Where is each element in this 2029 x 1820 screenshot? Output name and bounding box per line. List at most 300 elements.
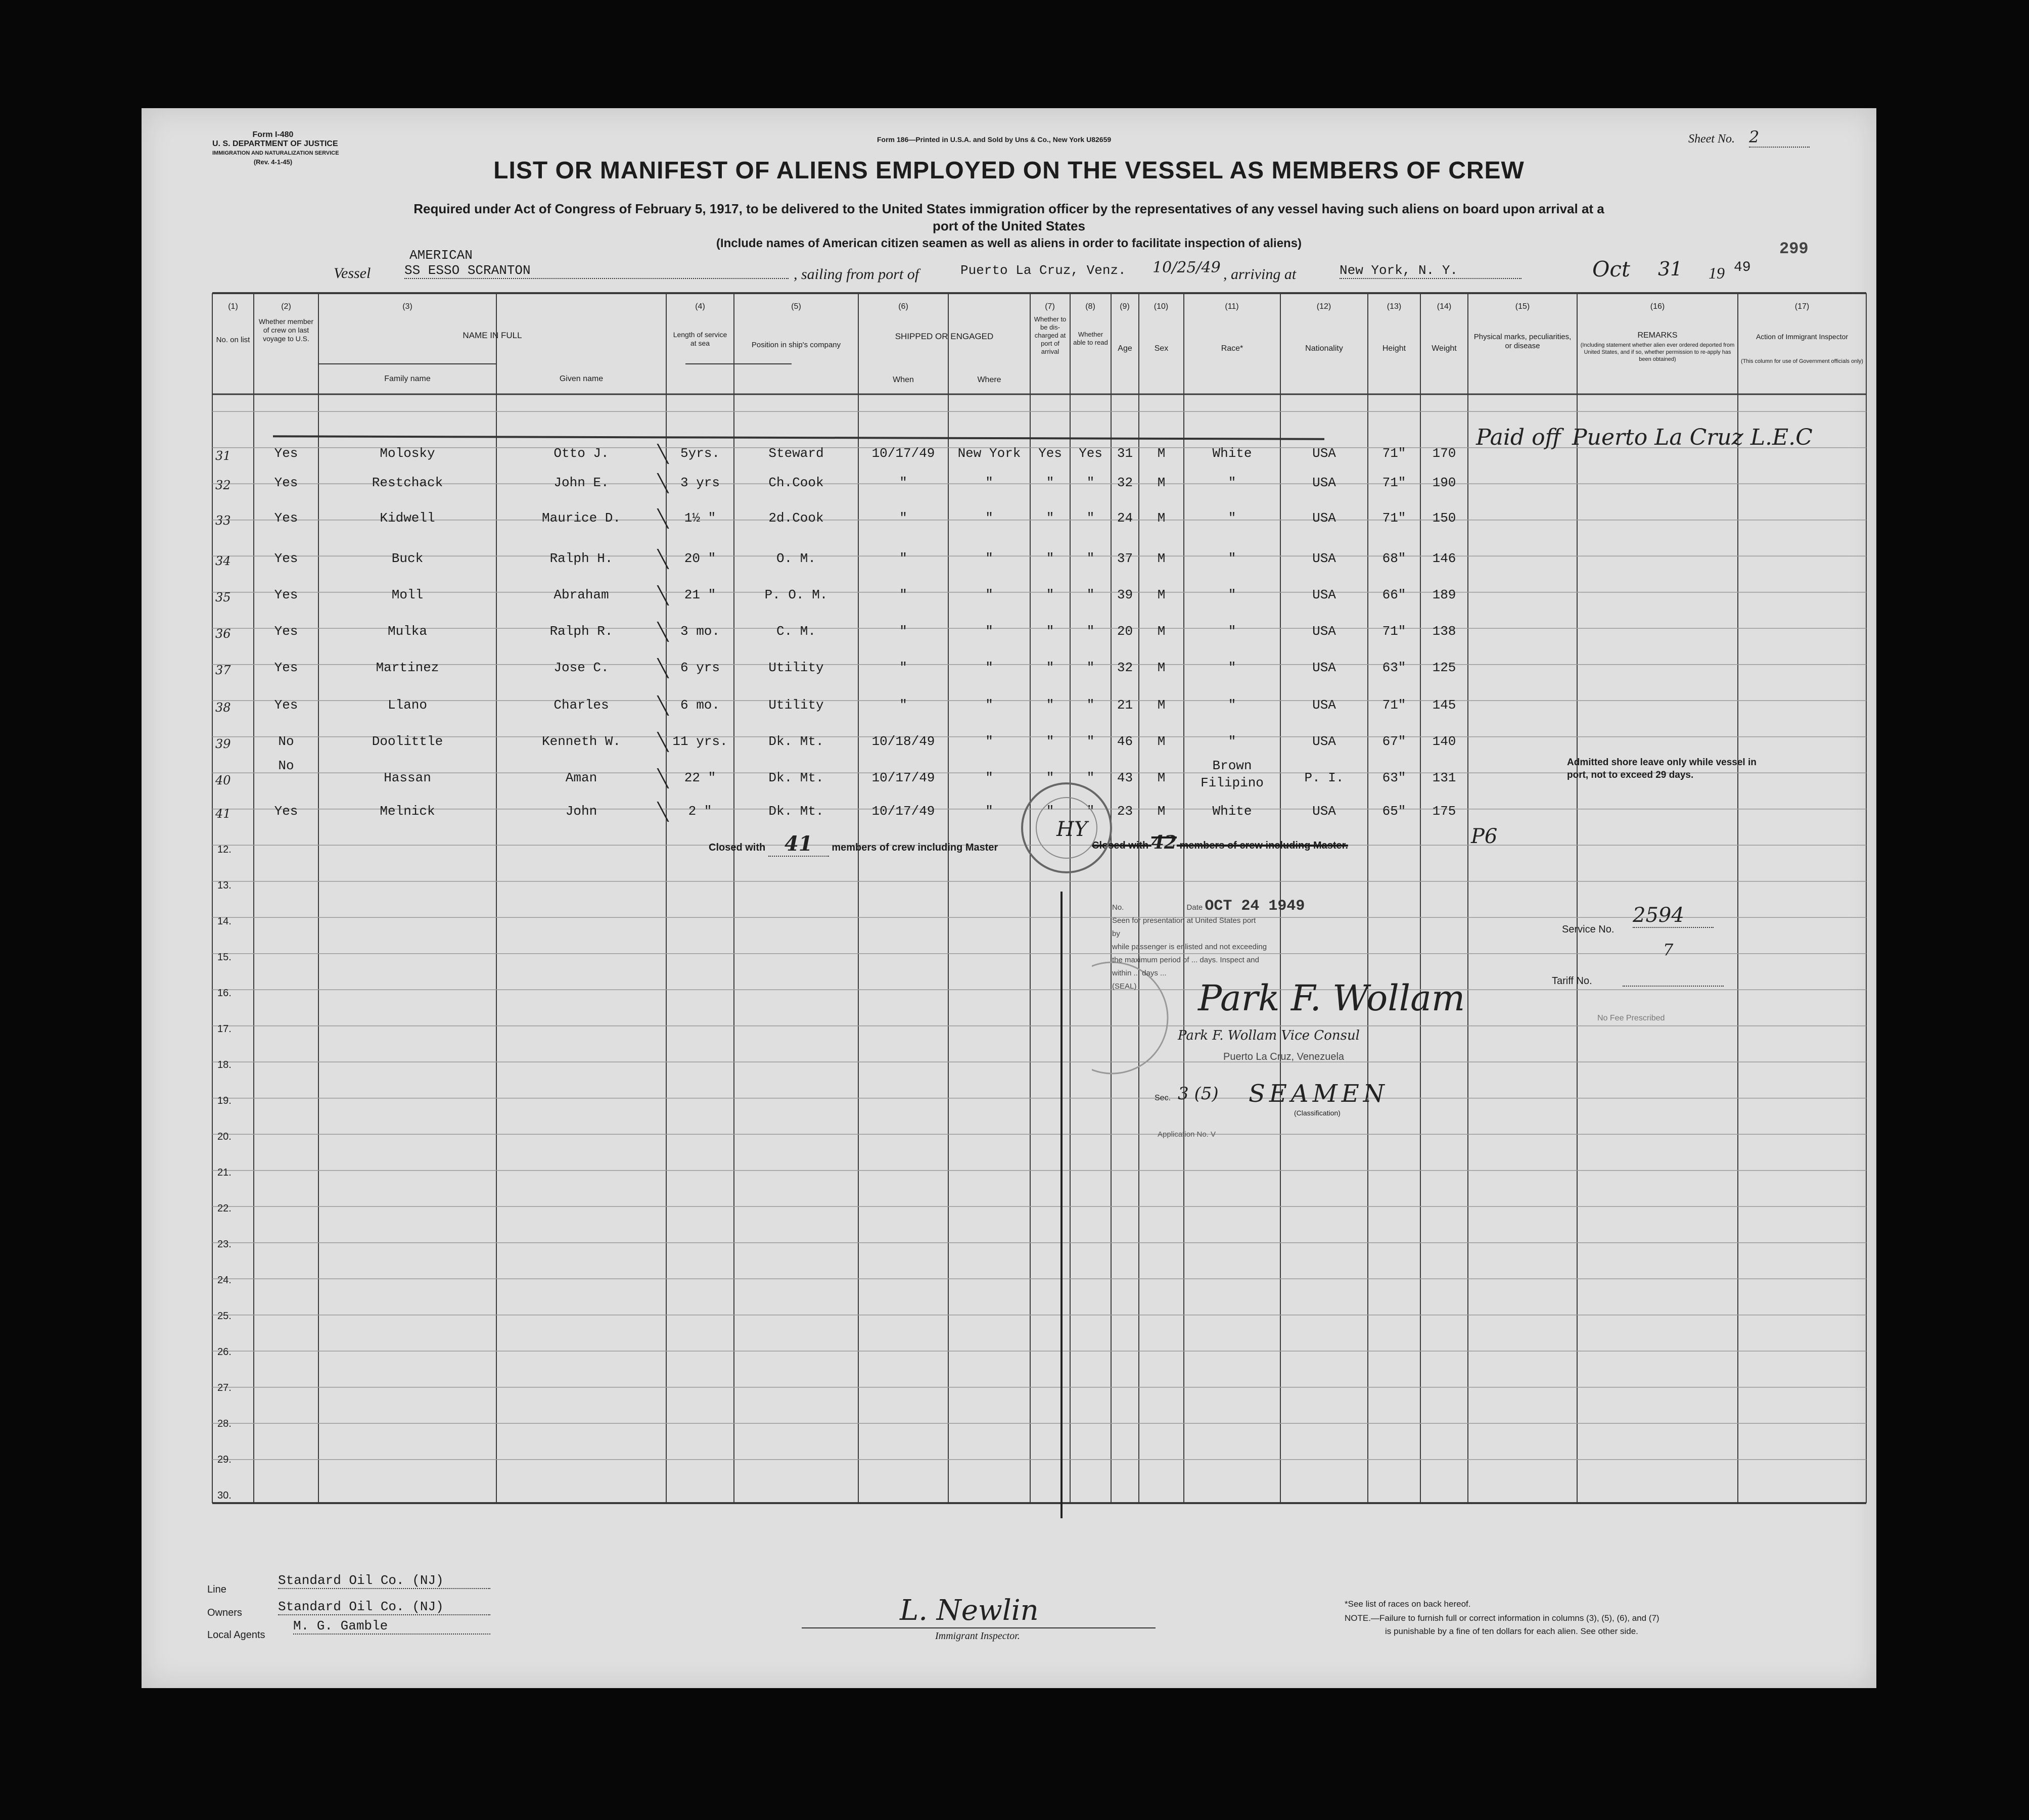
cell-no: 38 — [215, 701, 231, 715]
column-header-c4: Length of service at sea — [673, 331, 727, 347]
cell-sex: M — [1157, 770, 1166, 785]
cell-height: 63" — [1382, 770, 1406, 785]
cell-when: 10/17/49 — [871, 770, 935, 785]
row-number: 22. — [217, 1203, 232, 1214]
vertical-mark — [1060, 892, 1063, 1518]
cell-where: " — [985, 510, 993, 526]
cell-read: " — [1086, 697, 1095, 713]
row-number: 28. — [217, 1418, 232, 1429]
cell-read: " — [1086, 660, 1095, 675]
cell-prev: Yes — [274, 551, 298, 566]
cell-prev: No — [278, 758, 294, 773]
cell-race: White — [1212, 804, 1252, 819]
form-id: Form I-480 — [252, 130, 294, 139]
cell-age: 23 — [1117, 804, 1133, 819]
cell-family: Melnick — [380, 804, 435, 819]
cell-height: 71" — [1382, 697, 1406, 713]
cell-age: 31 — [1117, 446, 1133, 461]
cell-where: " — [985, 770, 993, 785]
cell-prev: Yes — [274, 697, 298, 713]
row-number: 19. — [217, 1095, 232, 1106]
cell-prev: Yes — [274, 804, 298, 819]
cell-given: Charles — [554, 697, 609, 713]
column-header-c6: SHIPPED OR ENGAGED — [895, 332, 994, 341]
column-header-c13: Height — [1382, 344, 1406, 353]
cell-weight: 189 — [1432, 587, 1456, 602]
cell-sex: M — [1157, 734, 1166, 749]
column-header-c3: NAME IN FULL — [463, 331, 522, 340]
column-header-c15: Physical marks, peculiarities, or disease — [1473, 333, 1572, 350]
cell-service: 21 " — [684, 587, 716, 602]
inspector-label: Immigrant Inspector. — [935, 1630, 1020, 1642]
cell-no: 39 — [215, 737, 231, 751]
cell-no: 31 — [215, 449, 231, 463]
column-header-c17b: (This column for use of Government officials only) — [1741, 358, 1863, 364]
service-value-2: 7 — [1663, 940, 1674, 959]
cell-weight: 140 — [1432, 734, 1456, 749]
column-number: (15) — [1515, 302, 1530, 311]
line-label: Line — [207, 1584, 226, 1595]
cell-given: Kenneth W. — [541, 734, 621, 749]
cell-disch: " — [1046, 770, 1054, 785]
column-number: (11) — [1225, 302, 1239, 311]
column-number: (4) — [695, 302, 705, 311]
vessel-name: SS ESSO SCRANTON — [404, 263, 789, 279]
cell-no: 41 — [215, 807, 231, 821]
cell-race: " — [1228, 587, 1236, 602]
cell-prev: Yes — [274, 624, 298, 639]
consular-line-3: while passenger is enlisted and not exceeding — [1112, 943, 1267, 951]
column-number: (2) — [281, 302, 291, 311]
cell-family: Moll — [391, 587, 424, 602]
cell-height: 66" — [1382, 587, 1406, 602]
column-number: (8) — [1085, 302, 1095, 311]
cell-height: 68" — [1382, 551, 1406, 566]
cell-race: " — [1228, 624, 1236, 639]
cell-read: " — [1086, 587, 1095, 602]
row-number: 15. — [217, 952, 232, 963]
cell-nat: USA — [1312, 551, 1336, 566]
cell-given: Ralph H. — [549, 551, 613, 566]
cell-given: Ralph R. — [549, 624, 613, 639]
cell-given: John — [565, 804, 597, 819]
agents-label: Local Agents — [207, 1629, 265, 1641]
arrival-year: 49 — [1734, 260, 1751, 275]
closed-hand-mark: HY — [1056, 818, 1088, 841]
cell-when: 10/18/49 — [871, 734, 935, 749]
cell-weight: 146 — [1432, 551, 1456, 566]
cell-family: Llano — [387, 697, 427, 713]
subtitle-2: port of the United States — [933, 218, 1085, 234]
row-number: 14. — [217, 916, 232, 927]
sec-label: Sec. — [1155, 1094, 1171, 1102]
cell-age: 39 — [1117, 587, 1133, 602]
cell-sex: M — [1157, 587, 1166, 602]
column-header-c17: Action of Immigrant Inspector — [1756, 333, 1849, 341]
application-label: Application No. V — [1158, 1130, 1216, 1139]
column-number: (5) — [791, 302, 801, 311]
consular-seal-stamp — [1016, 777, 1117, 878]
column-header-c11: Race* — [1221, 344, 1243, 353]
struck-suffix: members of crew including Master. — [1179, 840, 1348, 851]
cell-when: " — [899, 587, 907, 602]
cell-disch: " — [1046, 804, 1054, 819]
closed-line — [709, 832, 998, 857]
cell-height: 71" — [1382, 624, 1406, 639]
cell-prev: Yes — [274, 510, 298, 526]
row-number: 12. — [217, 844, 232, 855]
cell-position: Utility — [768, 660, 824, 675]
paid-off-port-note: Puerto La Cruz L.E.C — [1572, 425, 1813, 450]
penalty-note-2: is punishable by a fine of ten dollars for each alien. See other side. — [1385, 1626, 1638, 1636]
to-port: New York, N. Y. — [1340, 263, 1521, 279]
classification-label: (Classification) — [1294, 1109, 1341, 1117]
cell-given: Maurice D. — [541, 510, 621, 526]
column-header-c1: No. on list — [216, 336, 250, 344]
cell-service: 20 " — [684, 551, 716, 566]
cell-when: 10/17/49 — [871, 804, 935, 819]
cell-family: Restchack — [372, 475, 443, 490]
struck-prefix: Closed with — [1092, 840, 1149, 851]
closed-suffix: members of crew including Master — [832, 842, 998, 853]
cell-read: " — [1086, 804, 1095, 819]
owners-label: Owners — [207, 1607, 242, 1618]
printer-line: Form 186—Printed in U.S.A. and Sold by Uns & Co., New York U82659 — [877, 135, 1112, 144]
cell-position: 2d.Cook — [768, 510, 824, 526]
department: U. S. DEPARTMENT OF JUSTICE — [212, 139, 338, 148]
column-number: (13) — [1387, 302, 1402, 311]
cell-family: Hassan — [384, 770, 431, 785]
inspector-signature: L. Newlin — [900, 1594, 1039, 1627]
cell-disch: Yes — [1038, 446, 1062, 461]
paid-off-note: Paid off — [1476, 425, 1561, 450]
column-header-c6b: Where — [977, 376, 1001, 384]
tariff-label: Tariff No. — [1552, 975, 1592, 987]
cell-height: 63" — [1382, 660, 1406, 675]
consular-date: OCT 24 1949 — [1205, 898, 1305, 915]
cell-family: Mulka — [387, 624, 427, 639]
cell-nat: USA — [1312, 697, 1336, 713]
cell-where: " — [985, 587, 993, 602]
cell-given: John E. — [554, 475, 609, 490]
cell-read: " — [1086, 475, 1095, 490]
row-number: 25. — [217, 1311, 232, 1322]
cell-disch: " — [1046, 660, 1054, 675]
cell-sex: M — [1157, 551, 1166, 566]
sec-value: 3 (5) — [1178, 1084, 1219, 1104]
cell-sex: M — [1157, 446, 1166, 461]
cell-family: Buck — [391, 551, 424, 566]
row-number: 17. — [217, 1023, 232, 1035]
fee-label: No Fee Prescribed — [1597, 1014, 1665, 1022]
consul-signature: Park F. Wollam — [1198, 977, 1465, 1019]
cell-disch: " — [1046, 697, 1054, 713]
cell-no: 34 — [215, 554, 231, 568]
cell-no: 32 — [215, 478, 231, 492]
cell-height: 71" — [1382, 446, 1406, 461]
closed-count: 41 — [768, 832, 829, 857]
row-number: 30. — [217, 1490, 232, 1501]
cell-age: 43 — [1117, 770, 1133, 785]
seal-label: (SEAL) — [1112, 982, 1137, 991]
cell-height: 71" — [1382, 510, 1406, 526]
cell-read: " — [1086, 734, 1095, 749]
cell-position: Dk. Mt. — [768, 770, 824, 785]
cell-disch: " — [1046, 624, 1054, 639]
cell-service: 2 " — [688, 804, 712, 819]
races-note: *See list of races on back hereof. — [1345, 1599, 1471, 1609]
cell-family: Doolittle — [372, 734, 443, 749]
tariff-field — [1623, 986, 1724, 987]
subtitle-1: Required under Act of Congress of February 5, 1917, to be delivered to the United States immigration officer by the representatives of any vessel having such aliens on board upon arrival at a — [413, 201, 1604, 216]
cell-service: 11 yrs. — [672, 734, 728, 749]
column-header-c3b: Given name — [559, 375, 604, 383]
cell-family: Molosky — [380, 446, 435, 461]
cell-height: 67" — [1382, 734, 1406, 749]
cell-weight: 175 — [1432, 804, 1456, 819]
stamp-number: 299 — [1779, 240, 1809, 258]
service-number: 2594 — [1633, 904, 1714, 928]
cell-position: C. M. — [776, 624, 816, 639]
cell-weight: 125 — [1432, 660, 1456, 675]
column-header-c14: Weight — [1432, 344, 1457, 353]
consular-line-4: the maximum period of ... days. Inspect and — [1112, 956, 1259, 964]
cell-weight: 131 — [1432, 770, 1456, 785]
row-number: 13. — [217, 880, 232, 891]
revision: (Rev. 4-1-45) — [253, 158, 293, 166]
arrival-year-prefix: 19 — [1709, 264, 1725, 282]
subtitle-3: (Include names of American citizen seamen as well as aliens in order to facilitate inspection of aliens) — [716, 237, 1302, 250]
cell-race: " — [1228, 475, 1236, 490]
column-header-c8: Whether able to read — [1073, 331, 1108, 346]
cell-given: Jose C. — [554, 660, 609, 675]
cell-when: " — [899, 624, 907, 639]
cell-nat: USA — [1312, 660, 1336, 675]
vessel-nationality: AMERICAN — [409, 248, 473, 263]
cell-read: " — [1086, 551, 1095, 566]
arriving-label: , arriving at — [1223, 266, 1297, 283]
cell-when: " — [899, 660, 907, 675]
cell-age: 37 — [1117, 551, 1133, 566]
column-header-c6a: When — [893, 376, 914, 384]
cell-prev: Yes — [274, 446, 298, 461]
shore-leave-remark: Admitted shore leave only while vessel in port, not to exceed 29 days. — [1567, 757, 1757, 780]
cell-weight: 150 — [1432, 510, 1456, 526]
cell-disch: " — [1046, 551, 1054, 566]
struck-count: 42 — [1151, 832, 1177, 853]
cell-service: 22 " — [684, 770, 716, 785]
owners-value: Standard Oil Co. (NJ) — [278, 1599, 490, 1615]
cell-race: " — [1228, 510, 1236, 526]
cell-race: " — [1228, 734, 1236, 749]
sheet-number: 2 — [1749, 127, 1810, 148]
cell-nat: USA — [1312, 734, 1336, 749]
cell-service: 1½ " — [684, 510, 716, 526]
cell-sex: M — [1157, 804, 1166, 819]
cell-nat: USA — [1312, 624, 1336, 639]
cell-family: Martinez — [376, 660, 439, 675]
sailing-label: , sailing from port of — [794, 266, 919, 283]
column-header-c12: Nationality — [1305, 344, 1343, 353]
sheet-label: Sheet No. — [1688, 132, 1735, 146]
cell-given: Abraham — [554, 587, 609, 602]
cell-nat: P. I. — [1304, 770, 1344, 785]
cell-weight: 190 — [1432, 475, 1456, 490]
cell-sex: M — [1157, 660, 1166, 675]
cell-age: 32 — [1117, 475, 1133, 490]
cell-weight: 145 — [1432, 697, 1456, 713]
cell-age: 24 — [1117, 510, 1133, 526]
from-port: Puerto La Cruz, Venz. — [960, 263, 1126, 278]
row-number: 20. — [217, 1131, 232, 1142]
struck-closed-line — [1092, 832, 1348, 853]
column-number: (7) — [1045, 302, 1055, 311]
cell-height: 65" — [1382, 804, 1406, 819]
cell-when: " — [899, 510, 907, 526]
cell-nat: USA — [1312, 804, 1336, 819]
classification-value: SEAMEN — [1249, 1080, 1389, 1108]
cell-service: 5yrs. — [680, 446, 720, 461]
cell-read: Yes — [1079, 446, 1102, 461]
cell-nat: USA — [1312, 446, 1336, 461]
column-number: (10) — [1154, 302, 1169, 311]
cell-prev: Yes — [274, 660, 298, 675]
cell-disch: " — [1046, 510, 1054, 526]
cell-race: " — [1228, 660, 1236, 675]
from-date: 10/25/49 — [1152, 259, 1221, 276]
column-number: (14) — [1437, 302, 1452, 311]
row-number: 16. — [217, 988, 232, 999]
cell-sex: M — [1157, 475, 1166, 490]
cell-prev: Yes — [274, 587, 298, 602]
cell-when: 10/17/49 — [871, 446, 935, 461]
consul-name: Park F. Wollam Vice Consul — [1178, 1028, 1360, 1043]
cell-position: P. O. M. — [764, 587, 828, 602]
cell-sex: M — [1157, 697, 1166, 713]
cell-position: Utility — [768, 697, 824, 713]
line-value: Standard Oil Co. (NJ) — [278, 1573, 490, 1589]
inspector-sign-line — [802, 1627, 1156, 1628]
cell-age: 32 — [1117, 660, 1133, 675]
cell-prev: Yes — [274, 475, 298, 490]
cell-position: Dk. Mt. — [768, 804, 824, 819]
cell-age: 20 — [1117, 624, 1133, 639]
service-label: Service No. — [1562, 924, 1615, 935]
manifest-sheet — [142, 108, 1876, 1688]
column-number: (3) — [402, 302, 412, 311]
cell-height: 71" — [1382, 475, 1406, 490]
column-header-c16: REMARKS — [1637, 331, 1678, 340]
cell-no: 35 — [215, 590, 231, 604]
column-header-c9: Age — [1118, 344, 1132, 353]
cell-read: " — [1086, 510, 1095, 526]
consular-no-label: No. — [1112, 903, 1124, 912]
row-number: 29. — [217, 1454, 232, 1465]
row-number: 26. — [217, 1346, 232, 1358]
penalty-note-1: NOTE.—Failure to furnish full or correct information in columns (3), (5), (6), and (7) — [1345, 1613, 1659, 1623]
column-header-c10: Sex — [1154, 344, 1169, 353]
cell-position: Ch.Cook — [768, 475, 824, 490]
cell-race: Brown Filipino — [1201, 758, 1264, 790]
service-name: IMMIGRATION AND NATURALIZATION SERVICE — [212, 150, 339, 156]
column-number: (9) — [1120, 302, 1130, 311]
column-header-c16b: (Including statement whether alien ever ordered deported from United States, and if so, whether permission to re-apply has been obtained) — [1580, 342, 1735, 362]
cell-age: 46 — [1117, 734, 1133, 749]
cell-where: " — [985, 697, 993, 713]
column-number: (17) — [1794, 302, 1810, 311]
cell-race: White — [1212, 446, 1252, 461]
cell-service: 6 yrs — [680, 660, 720, 675]
consular-line-2: by — [1112, 929, 1120, 938]
consul-location: Puerto La Cruz, Venezuela — [1223, 1051, 1345, 1062]
cell-read: " — [1086, 770, 1095, 785]
cell-race: " — [1228, 551, 1236, 566]
cell-family: Kidwell — [380, 510, 435, 526]
row-number: 27. — [217, 1382, 232, 1393]
consular-line-1: Seen for presentation at United States port — [1112, 916, 1256, 925]
column-header-c3a: Family name — [384, 375, 431, 383]
cell-position: O. M. — [776, 551, 816, 566]
column-header-c5: Position in ship's company — [751, 341, 841, 349]
consular-line-5: within ... days ... — [1112, 969, 1167, 977]
row-number: 18. — [217, 1059, 232, 1070]
cell-sex: M — [1157, 510, 1166, 526]
cell-given: Aman — [565, 770, 597, 785]
cell-prev: No — [278, 734, 294, 749]
column-number: (16) — [1650, 302, 1665, 311]
cell-where: " — [985, 475, 993, 490]
arrival-month: Oct — [1592, 257, 1630, 282]
cell-disch: " — [1046, 475, 1054, 490]
cell-when: " — [899, 475, 907, 490]
cell-nat: USA — [1312, 587, 1336, 602]
cell-disch: " — [1046, 734, 1054, 749]
cell-read: " — [1086, 624, 1095, 639]
cell-where: " — [985, 734, 993, 749]
column-number: (12) — [1316, 302, 1331, 311]
vessel-label: Vessel — [334, 265, 371, 282]
cell-age: 21 — [1117, 697, 1133, 713]
cell-service: 6 mo. — [680, 697, 720, 713]
row-number: 24. — [217, 1275, 232, 1286]
cell-weight: 170 — [1432, 446, 1456, 461]
cell-where: " — [985, 624, 993, 639]
cell-no: 33 — [215, 514, 231, 528]
closed-prefix: Closed with — [709, 842, 766, 853]
cell-when: " — [899, 551, 907, 566]
cell-where: New York — [957, 446, 1021, 461]
column-header-c7: Whether to be dis-charged at port of arrival — [1034, 315, 1067, 355]
cell-service: 3 mo. — [680, 624, 720, 639]
cell-no: 36 — [215, 627, 231, 641]
cell-weight: 138 — [1432, 624, 1456, 639]
cell-no: 37 — [215, 663, 231, 677]
cell-nat: USA — [1312, 475, 1336, 490]
cell-where: " — [985, 551, 993, 566]
cell-service: 3 yrs — [680, 475, 720, 490]
arrival-day: 31 — [1658, 258, 1683, 280]
column-number: (1) — [228, 302, 238, 311]
agents-value: M. G. Gamble — [293, 1618, 490, 1635]
row-number: 23. — [217, 1239, 232, 1250]
cell-given: Otto J. — [554, 446, 609, 461]
row-number: 21. — [217, 1167, 232, 1178]
cell-position: Dk. Mt. — [768, 734, 824, 749]
consular-date-label: Date — [1186, 903, 1203, 912]
cell-when: " — [899, 697, 907, 713]
cell-position: Steward — [768, 446, 824, 461]
cell-nat: USA — [1312, 510, 1336, 526]
